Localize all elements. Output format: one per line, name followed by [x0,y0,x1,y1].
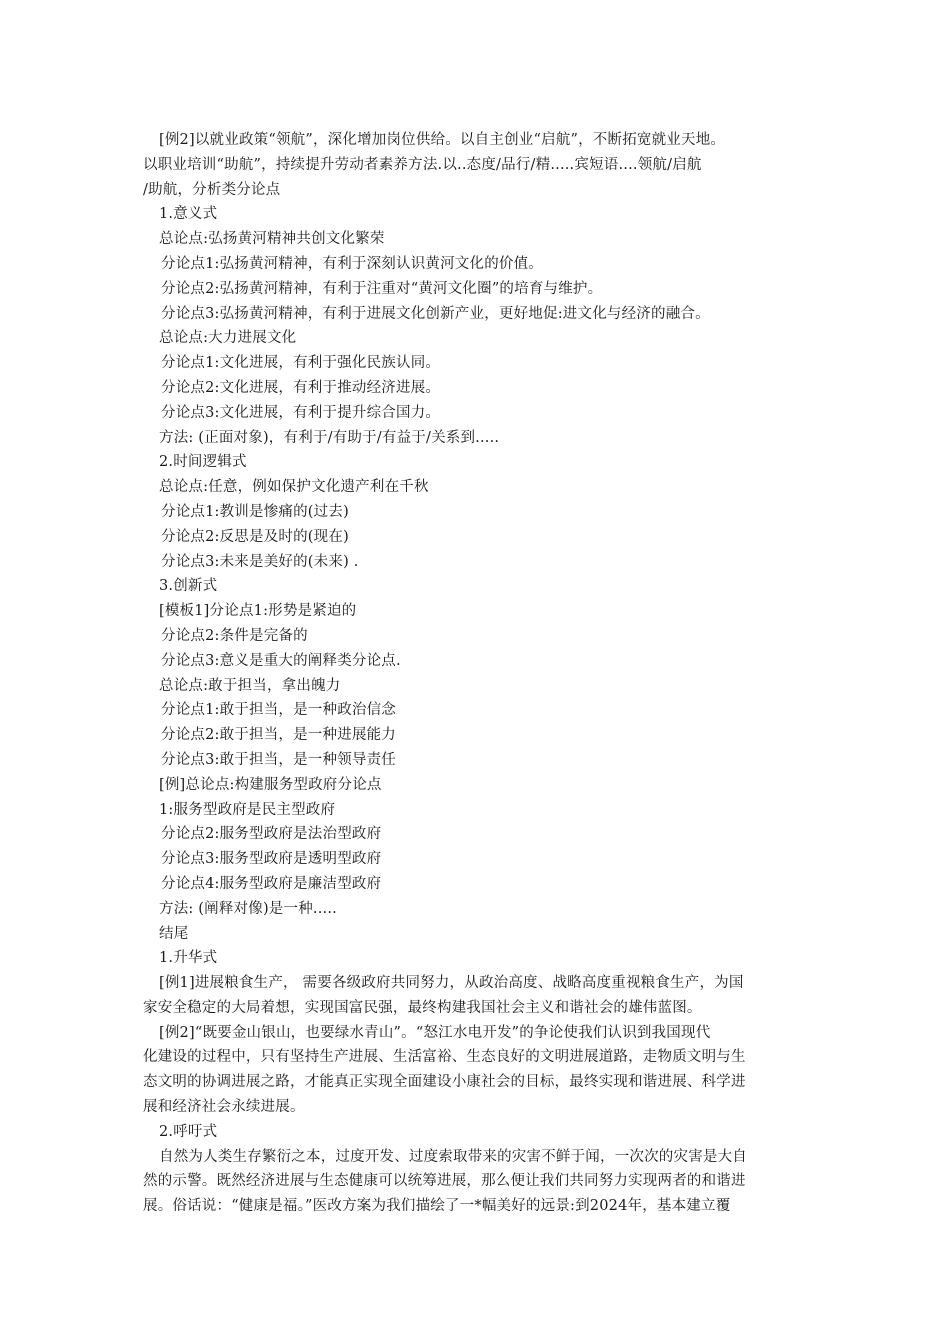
text-line: 总论点:任意，例如保护文化遗产利在千秋 [159,479,429,496]
text-line: 分论点1:教训是惨痛的(过去) [161,503,349,520]
text-line: 以职业培训“助航”，持续提升劳动者素养方法.以..态度/品行/精.....宾短语....领航/启航 [143,156,702,173]
text-line: 展和经济社会永续进展。 [143,1099,305,1116]
text-line: 总论点:弘扬黄河精神共创文化繁荣 [159,231,385,248]
text-line: 自然为人类生存繁衍之本，过度开发、过度索取带来的灾害不鲜于闻，一次次的灾害是大自 [159,1148,747,1165]
text-line: 1:服务型政府是民主型政府 [159,801,336,818]
text-line: 化建设的过程中，只有坚持生产进展、生活富裕、生态良好的文明进展道路，走物质文明与生 [143,1049,746,1066]
text-line: 分论点3:未来是美好的(未来) . [161,553,359,570]
text-line: 方法: (正面对象)，有利于/有助于/有益于/关系到..... [159,429,500,446]
text-line: [模板1]分论点1:形势是紧迫的 [159,603,357,620]
text-line: /助航，分析类分论点 [143,181,281,198]
text-line: 分论点3:文化进展，有利于提升综合国力。 [161,404,441,421]
text-line: 分论点3:服务型政府是透明型政府 [161,851,382,868]
text-line: 分论点4:服务型政府是廉洁型政府 [161,875,382,892]
text-line: [例1]进展粮食生产， 需要各级政府共同努力，从政治高度、战略高度重视粮食生产，为国 [159,975,744,992]
text-line: 方法: (阐释对像)是一种..... [159,900,337,917]
text-line: 分论点1:文化进展，有利于强化民族认同。 [161,355,441,372]
section-heading: 1.升华式 [159,950,218,967]
text-line: [例2]以就业政策“领航”，深化增加岗位供给。以自主创业“启航”，不断拓宽就业天地。 [159,132,726,148]
section-heading: 结尾 [159,925,189,942]
text-line: 分论点3:意义是重大的阐释类分论点. [161,652,401,669]
text-line: 总论点:大力进展文化 [159,330,297,347]
text-line: 分论点2:弘扬黄河精神，有利于注重对“黄河文化圈”的培育与维护。 [161,280,603,297]
text-line: 分论点1:敢于担当，是一种政治信念 [161,702,397,719]
section-heading: 3.创新式 [159,578,218,595]
text-line: 总论点:敢于担当，拿出魄力 [159,677,341,694]
section-heading: 2.呼吁式 [159,1123,218,1140]
section-heading: 1.意义式 [159,206,218,223]
document-page [143,128,811,1219]
text-line: 分论点3:弘扬黄河精神，有利于进展文化创新产业，更好地促:进文化与经济的融合。 [161,305,710,322]
text-line: 分论点2:服务型政府是法治型政府 [161,826,382,843]
text-line: 家安全稳定的大局着想，实现国富民强，最终构建我国社会主义和谐社会的雄伟蓝图。 [143,999,702,1016]
text-line: 分论点2:文化进展，有利于推动经济进展。 [161,379,441,396]
text-line: 分论点1:弘扬黄河精神，有利于深刻认识黄河文化的价值。 [161,255,544,272]
text-line: 分论点3:敢于担当，是一种领导责任 [161,751,397,768]
text-line: [例]总论点:构建服务型政府分论点 [159,776,382,793]
text-line: 分论点2:反思是及时的(现在) [161,528,349,545]
text-line: 展。俗话说：“健康是福。”医改方案为我们描绘了一*幅美好的远景:到2024年，基本建立覆 [143,1198,731,1215]
text-line: 然的示警。既然经济进展与生态健康可以统筹进展，那么便让我们共同努力实现两者的和谐进 [143,1173,746,1190]
text-line: [例2]“既要金山银山，也要绿水青山”。“怒江水电开发”的争论使我们认识到我国现代 [159,1024,711,1041]
text-line: 分论点2:敢于担当，是一种进展能力 [161,727,397,744]
text-line: 态文明的协调进展之路，才能真正实现全面建设小康社会的目标，最终实现和谐进展、科学进 [143,1074,746,1091]
text-line: 分论点2:条件是完备的 [161,627,308,644]
section-heading: 2.时间逻辑式 [159,454,247,471]
